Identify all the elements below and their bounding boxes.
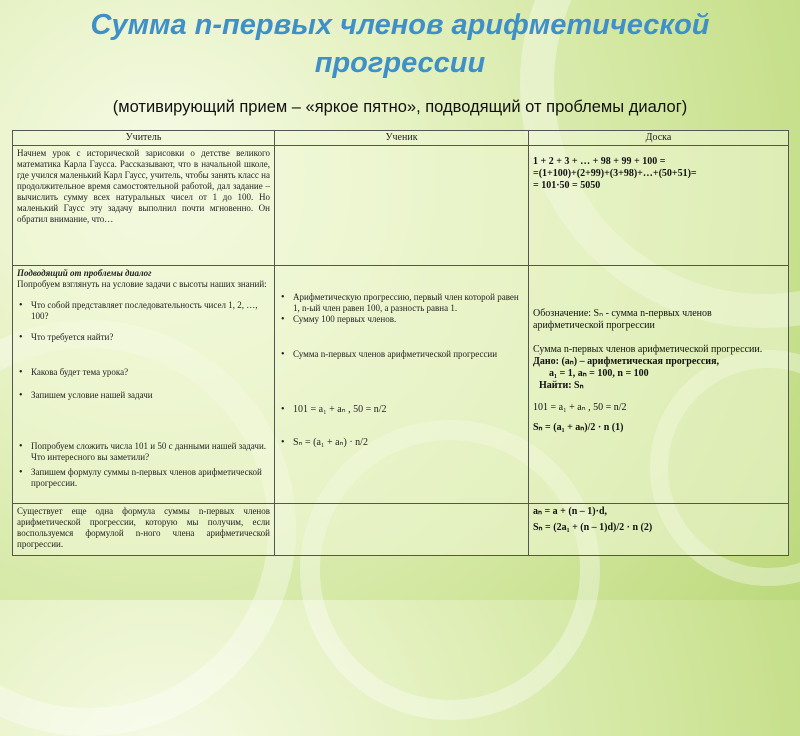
board-cell (529, 504, 789, 556)
list-item: • Попробуем сложить числа 101 и 50 с данными нашей задачи. Что интересного вы заметили? (17, 441, 270, 463)
dialog-intro: Попробуем взглянуть на условие задачи с высоты наших знаний: (17, 279, 267, 289)
board-cell (529, 266, 789, 504)
teacher-cell (13, 266, 275, 504)
board-line: aₙ = a + (n – 1)·d, (533, 506, 607, 517)
table-row (13, 504, 789, 556)
student-cell (275, 146, 529, 266)
slide-title: Сумма n-первых членов арифметической прогрессии (90, 9, 710, 79)
teacher-story: Начнем урок с исторической зарисовки о детстве великого математика Карла Гаусса. Рассказывают, что в начальной школе, где учился маленький Карл Гаусс, учитель, чтобы занять класс на продолжительное время самостоятельной работой, дал задание – вычислить сумму всех натуральных чисел от 1 до 100. Но маленький Гаусс эту задачу выполнил почти мгновенно. Он обратил внимание, что… (17, 148, 270, 224)
dialog-heading: Подводящий от проблемы диалог (17, 268, 152, 278)
teacher-cell (13, 504, 275, 556)
teacher-note: Существует еще одна формула суммы n-первых членов арифметической прогрессии, которую мы получим, если воспользуемся формулой n-ного члена арифметической прогрессии. (17, 506, 270, 549)
board-values: a₁ = 1, aₙ = 100, n = 100 (549, 368, 649, 379)
board-eq: 101 = a₁ + aₙ , 50 = n/2 (533, 402, 627, 413)
list-item: • Sₙ = (a₁ + aₙ) · n/2 (279, 437, 524, 448)
board-formula-2: Sₙ = (2a₁ + (n – 1)d)/2 · n (2) (533, 522, 653, 533)
list-item: • Запишем условие нашей задачи (17, 390, 270, 401)
board-line: =(1+100)+(2+99)+(3+98)+…+(50+51)= (533, 168, 697, 179)
board-notation: Обозначение: Sₙ - сумма n-первых членов арифметической прогрессии (533, 308, 712, 331)
list-item: • Арифметическую прогрессию, первый член которой равен 1, n-ый член равен 100, а разность равна 1. (279, 292, 524, 314)
list-item: • Какова будет тема урока? (17, 367, 270, 378)
list-item: • Сумму 100 первых членов. (279, 314, 524, 325)
board-given: Дано: (aₙ) – арифметическая прогрессия, (533, 356, 719, 367)
lesson-table (12, 130, 789, 556)
board-topic: Сумма n-первых членов арифметической прогрессии. (533, 344, 763, 355)
header-student: Ученик (275, 131, 529, 146)
board-line: = 101·50 = 5050 (533, 180, 601, 191)
list-item: • 101 = a₁ + aₙ , 50 = n/2 (279, 404, 524, 415)
list-item: • Запишем формулу суммы n-первых членов арифметической прогрессии. (17, 467, 270, 489)
header-teacher: Учитель (13, 131, 275, 146)
header-board: Доска (529, 131, 789, 146)
board-cell (529, 146, 789, 266)
list-item: • Сумма n-первых членов арифметической прогрессии (279, 349, 524, 360)
board-find: Найти: Sₙ (539, 380, 584, 391)
table-header-row (13, 131, 789, 146)
student-cell (275, 266, 529, 504)
board-formula-1: Sₙ = (a₁ + aₙ)/2 · n (1) (533, 422, 624, 433)
teacher-cell (13, 146, 275, 266)
table-row (13, 266, 789, 504)
board-line: 1 + 2 + 3 + … + 98 + 99 + 100 = (533, 156, 666, 167)
slide-subtitle: (мотивирующий прием – «яркое пятно», подводящий от проблемы диалог) (112, 98, 688, 116)
list-item: • Что требуется найти? (17, 332, 270, 343)
table-row (13, 146, 789, 266)
list-item: • Что собой представляет последовательность чисел 1, 2, …, 100? (17, 300, 270, 322)
student-cell (275, 504, 529, 556)
